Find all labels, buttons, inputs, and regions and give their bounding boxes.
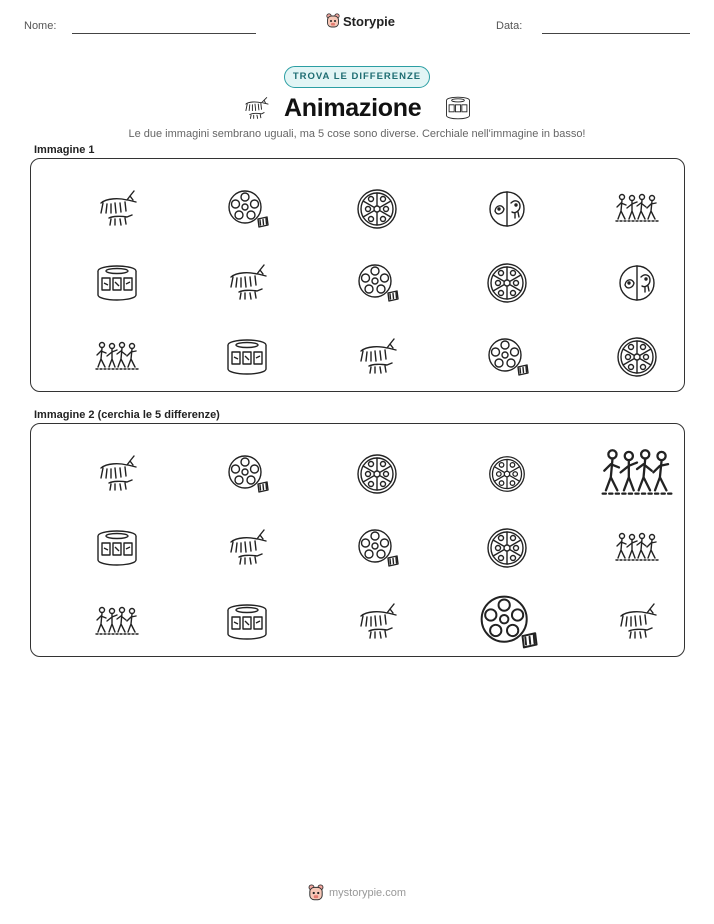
dancers-frieze-icon[interactable] (605, 442, 669, 506)
footer-url: mystorypie.com (328, 887, 407, 899)
zoetrope-icon[interactable] (215, 590, 279, 654)
film-reel-icon (215, 177, 279, 241)
page-footer (0, 884, 714, 902)
zoetrope-icon (444, 94, 472, 127)
zoetrope-icon (85, 251, 149, 315)
thaumatrope-icon (605, 251, 669, 315)
thaumatrope-icon (475, 177, 539, 241)
dancers-frieze-icon (85, 325, 149, 389)
cave-painting-icon (215, 251, 279, 315)
dancers-frieze-icon[interactable] (605, 516, 669, 580)
storypie-mascot-icon (326, 13, 340, 29)
title-row (0, 92, 714, 124)
zoetrope-icon[interactable] (85, 516, 149, 580)
film-reel-icon[interactable] (345, 516, 409, 580)
phenakistiscope-icon[interactable] (475, 442, 539, 506)
phenakistiscope-icon (475, 251, 539, 315)
image1-label: Immagine 1 (34, 144, 95, 156)
cave-painting-icon[interactable] (345, 590, 409, 654)
film-reel-icon (475, 325, 539, 389)
page-header (0, 0, 714, 50)
dancers-frieze-icon[interactable] (85, 590, 149, 654)
cave-painting-icon[interactable] (215, 516, 279, 580)
cave-painting-icon (345, 325, 409, 389)
image2-label: Immagine 2 (cerchia le 5 differenze) (34, 409, 220, 421)
dancers-frieze-icon (605, 177, 669, 241)
brand-logo (326, 13, 395, 29)
storypie-mascot-icon (308, 884, 324, 902)
cave-painting-icon (85, 177, 149, 241)
phenakistiscope-icon[interactable] (475, 516, 539, 580)
date-field[interactable] (542, 33, 690, 34)
activity-badge: TROVA LE DIFFERENZE (284, 66, 430, 88)
cave-painting-icon[interactable] (605, 590, 669, 654)
instructions: Le due immagini sembrano uguali, ma 5 cose sono diverse. Cerchiale nell'immagine in basso! (128, 128, 586, 140)
film-reel-icon[interactable] (475, 590, 539, 654)
film-reel-icon[interactable] (215, 442, 279, 506)
phenakistiscope-icon (345, 177, 409, 241)
name-field[interactable] (72, 33, 256, 34)
image2-panel[interactable] (30, 423, 685, 657)
film-reel-icon (345, 251, 409, 315)
page-title: Animazione (284, 94, 422, 122)
name-label: Nome: (24, 20, 57, 32)
date-label: Data: (496, 20, 523, 32)
phenakistiscope-icon (605, 325, 669, 389)
cave-painting-icon[interactable] (85, 442, 149, 506)
phenakistiscope-icon[interactable] (345, 442, 409, 506)
cave-painting-icon (240, 95, 270, 126)
image1-panel (30, 158, 685, 392)
brand-name: Storypie (343, 13, 396, 29)
zoetrope-icon (215, 325, 279, 389)
